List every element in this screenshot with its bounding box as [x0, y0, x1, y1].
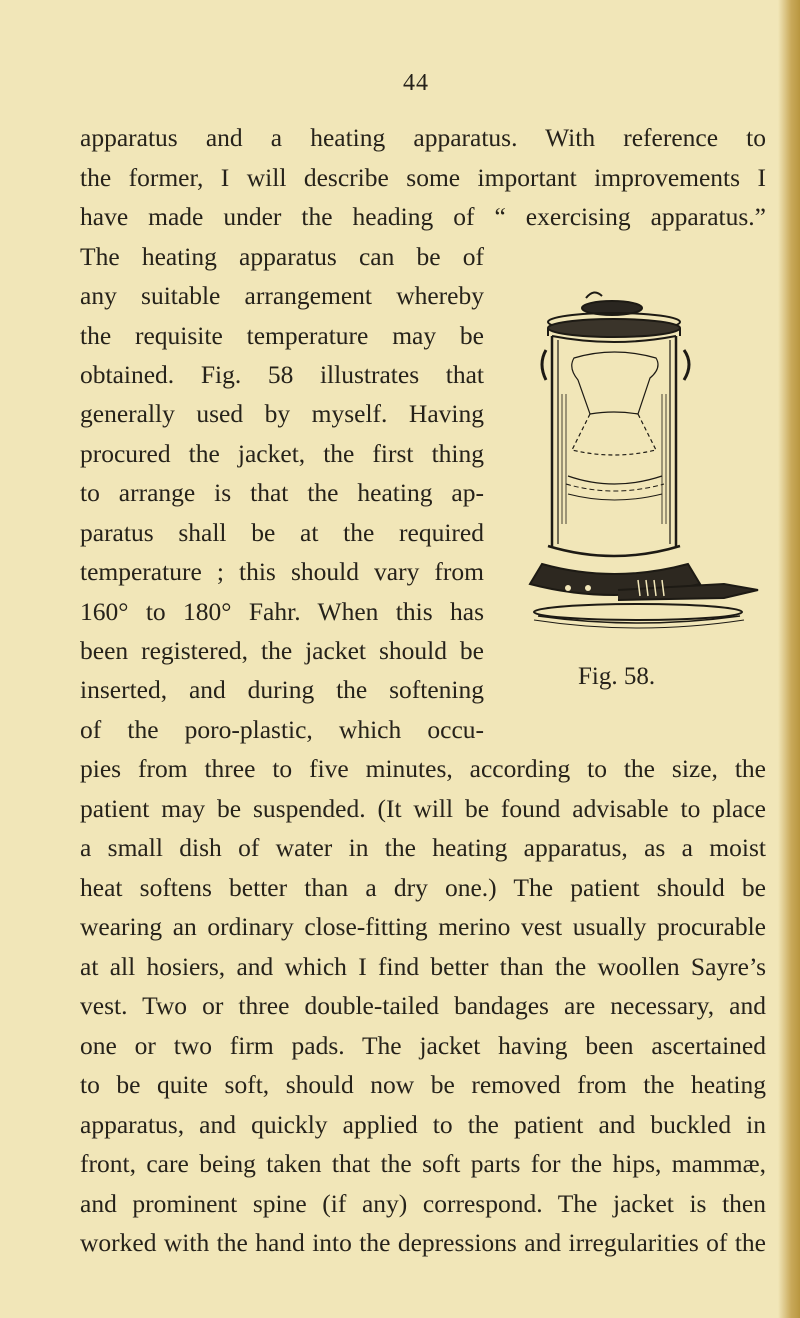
text-line: The heating apparatus can be of [80, 242, 484, 271]
text-line: apparatus, and quickly applied to the patient and buckled in [80, 1110, 766, 1139]
text-line: patient may be suspended. (It will be found advisable to place [80, 794, 766, 823]
text-line: to arrange is that the heating ap- [80, 478, 484, 507]
text-line: wearing an ordinary close-fitting merino vest usually procurable [80, 912, 766, 941]
text-line: have made under the heading of “ exercising apparatus.” [80, 202, 766, 231]
text-line: inserted, and during the softening [80, 675, 484, 704]
text-line: and prominent spine (if any) correspond. The jacket is then [80, 1189, 766, 1218]
text-line: a small dish of water in the heating apparatus, as a moist [80, 833, 766, 862]
text-line: temperature ; this should vary from [80, 557, 484, 586]
text-line: one or two firm pads. The jacket having been ascertained [80, 1031, 766, 1060]
text-line: procured the jacket, the first thing [80, 439, 484, 468]
text-line: 160° to 180° Fahr. When this has [80, 597, 484, 626]
text-line: paratus shall be at the required [80, 518, 484, 547]
page-edge-shadow [778, 0, 800, 1318]
text-line: apparatus and a heating apparatus. With reference to [80, 123, 766, 152]
text-line: worked with the hand into the depressions and irregularities of the [80, 1228, 766, 1257]
text-line: been registered, the jacket should be [80, 636, 484, 665]
text-line: the requisite temperature may be [80, 321, 484, 350]
text-line: generally used by myself. Having [80, 399, 484, 428]
text-line: any suitable arrangement whereby [80, 281, 484, 310]
text-line: pies from three to five minutes, according to the size, the [80, 754, 766, 783]
heating-apparatus-illustration [528, 284, 764, 664]
text-line: of the poro-plastic, which occu- [80, 715, 484, 744]
text-line: the former, I will describe some important improvements I [80, 163, 766, 192]
figure-caption: Fig. 58. [578, 663, 656, 690]
text-line: heat softens better than a dry one.) The patient should be [80, 873, 766, 902]
text-line: vest. Two or three double-tailed bandages are necessary, and [80, 991, 766, 1020]
page-number: 44 [403, 70, 429, 96]
text-line: at all hosiers, and which I find better than the woollen Sayre’s [80, 952, 766, 981]
text-line: obtained. Fig. 58 illustrates that [80, 360, 484, 389]
text-line: to be quite soft, should now be removed from the heating [80, 1070, 766, 1099]
text-line: front, care being taken that the soft parts for the hips, mammæ, [80, 1149, 766, 1178]
